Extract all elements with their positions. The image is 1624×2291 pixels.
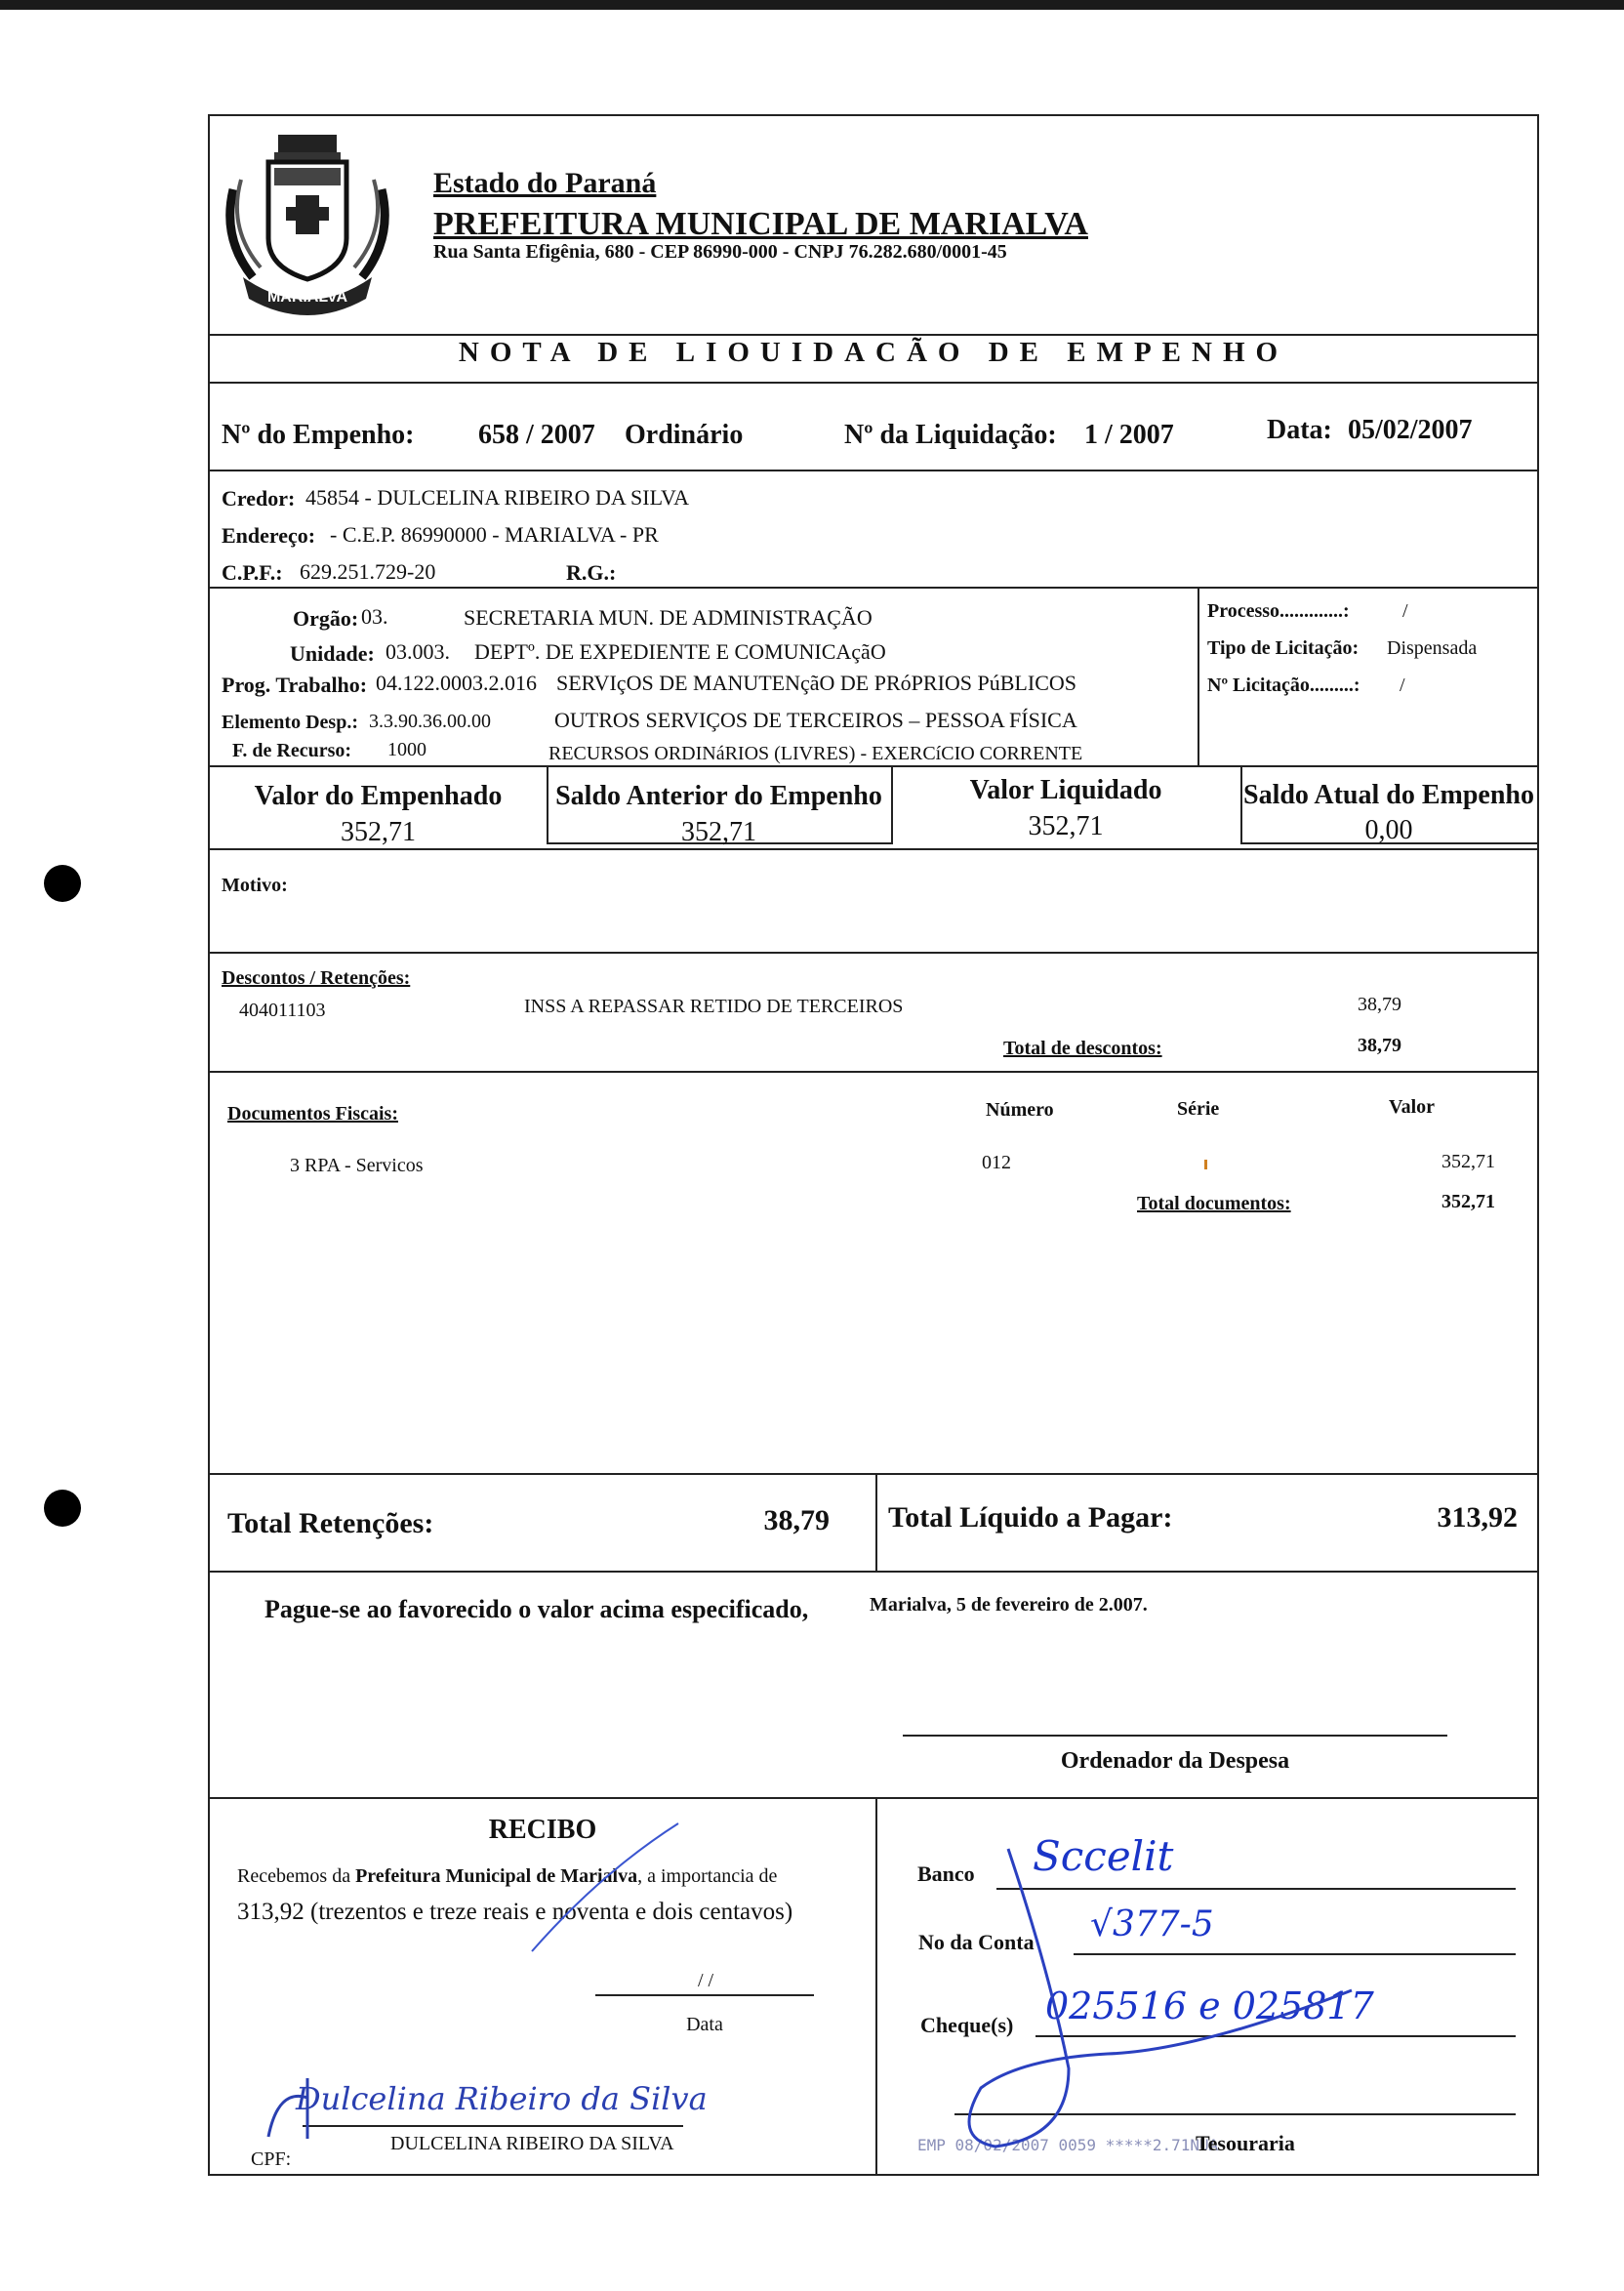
col-valor: Valor (1389, 1096, 1436, 1118)
conta-value: √377-5 (1090, 1904, 1214, 1944)
recibo-cpf-label: CPF: (251, 2148, 292, 2170)
orgao-label: Orgão: (293, 606, 359, 631)
total-retencoes-value: 38,79 (763, 1504, 830, 1536)
punch-hole (44, 1490, 81, 1527)
liquidacao-number: 1 / 2007 (1084, 420, 1174, 450)
date-value: 05/02/2007 (1348, 415, 1473, 445)
unidade-label: Unidade: (290, 641, 375, 666)
rg-label: R.G.: (566, 560, 617, 585)
recurso-label: F. de Recurso: (232, 740, 352, 761)
punch-hole (44, 865, 81, 902)
documentos-title: Documentos Fiscais: (227, 1103, 398, 1125)
scan-edge (0, 0, 1624, 10)
banco-label: Banco (917, 1861, 975, 1886)
recibo-text-line1: Recebemos da Prefeitura Municipal de Marialva, a importancia de (237, 1865, 778, 1887)
unidade-desc: DEPTº. DE EXPEDIENTE E COMUNICAçãO (474, 639, 886, 664)
prog-trabalho-desc: SERVIçOS DE MANUTENçãO DE PRóPRIOS PúBLICOS (556, 671, 1076, 695)
saldo-atual-label: Saldo Atual do Empenho (1243, 780, 1534, 810)
col-serie: Série (1177, 1098, 1220, 1120)
desconto-value: 38,79 (1358, 994, 1401, 1015)
cheque-value: 025516 e 025817 (1045, 1984, 1374, 2027)
place-date: Marialva, 5 de fevereiro de 2.007. (870, 1594, 1148, 1616)
total-liquido-label: Total Líquido a Pagar: (888, 1501, 1173, 1534)
saldo-anterior-value: 352,71 (681, 817, 756, 847)
documento-valor: 352,71 (1441, 1151, 1495, 1172)
total-documentos-label: Total documentos: (1137, 1193, 1291, 1214)
empenho-label: Nº do Empenho: (222, 420, 415, 450)
licitacao-number-label: Nº Licitação.........: (1207, 675, 1360, 696)
banco-value: Sccelit (1033, 1832, 1174, 1880)
pague-se-text: Pague-se ao favorecido o valor acima especificado, (264, 1595, 809, 1623)
tipo-licitacao-value: Dispensada (1387, 637, 1478, 659)
document-title: NOTA DE LIOUIDACÃO DE EMPENHO (458, 337, 1289, 368)
valor-empenhado-label: Valor do Empenhado (254, 781, 503, 811)
cpf-label: C.P.F.: (222, 560, 283, 585)
elemento-label: Elemento Desp.: (222, 712, 358, 733)
saldo-atual-value: 0,00 (1364, 815, 1413, 845)
empenho-number: 658 / 2007 (478, 420, 595, 450)
col-numero: Número (986, 1099, 1054, 1121)
total-liquido-value: 313,92 (1437, 1501, 1518, 1534)
saldo-anterior-label: Saldo Anterior do Empenho (555, 781, 882, 811)
motivo-label: Motivo: (222, 875, 288, 896)
tesouraria-label: Tesouraria (1196, 2131, 1295, 2155)
total-retencoes-label: Total Retenções: (227, 1507, 434, 1539)
conta-label: No da Conta (918, 1930, 1035, 1954)
svg-text:MARIALVA: MARIALVA (266, 289, 348, 306)
processo-label: Processo.............: (1207, 600, 1350, 622)
endereco-value: - C.E.P. 86990000 - MARIALVA - PR (330, 522, 659, 547)
elemento-code: 3.3.90.36.00.00 (369, 711, 491, 732)
orgao-code: 03. (361, 604, 388, 629)
recibo-data-label: Data (686, 2014, 723, 2035)
desconto-code: 404011103 (239, 1000, 326, 1021)
signer-name: DULCELINA RIBEIRO DA SILVA (390, 2133, 674, 2154)
licitacao-number-value: / (1400, 675, 1405, 696)
total-descontos-value: 38,79 (1358, 1035, 1401, 1056)
recipient-signature: Dulcelina Ribeiro da Silva (296, 2080, 708, 2117)
credor-label: Credor: (222, 486, 296, 511)
desconto-desc: INSS A REPASSAR RETIDO DE TERCEIROS (524, 996, 904, 1017)
prog-trabalho-code: 04.122.0003.2.016 (376, 671, 537, 695)
prefeitura-title: PREFEITURA MUNICIPAL DE MARIALVA (433, 206, 1088, 242)
elemento-desc: OUTROS SERVIÇOS DE TERCEIROS – PESSOA FÍSICA (554, 708, 1077, 732)
total-documentos-value: 352,71 (1441, 1191, 1495, 1212)
credor-value: 45854 - DULCELINA RIBEIRO DA SILVA (305, 485, 689, 510)
ordenador-label: Ordenador da Despesa (1060, 1748, 1290, 1774)
prefeitura-address: Rua Santa Efigênia, 680 - CEP 86990-000 - CNPJ 76.282.680/0001-45 (433, 241, 1007, 263)
bank-stamp: EMP 08/02/2007 0059 *****2.71NUA (917, 2136, 1219, 2154)
document-frame (208, 114, 1539, 2176)
unidade-code: 03.003. (386, 639, 450, 664)
valor-liquidado-label: Valor Liquidado (969, 775, 1162, 805)
recibo-text-line2: 313,92 (trezentos e treze reais e noventa e dois centavos) (237, 1899, 793, 1925)
prog-trabalho-label: Prog. Trabalho: (222, 673, 368, 697)
valor-liquidado-value: 352,71 (1028, 811, 1104, 841)
recibo-title: RECIBO (488, 1815, 597, 1845)
documento-numero: 012 (982, 1152, 1011, 1173)
recurso-code: 1000 (387, 739, 426, 760)
pen-strokes-overlay (210, 116, 1537, 2174)
recibo-date-blank: / / (697, 1970, 714, 1991)
endereco-label: Endereço: (222, 523, 316, 548)
processo-value: / (1402, 600, 1408, 622)
cpf-value: 629.251.729-20 (300, 559, 436, 584)
empenho-type: Ordinário (625, 420, 744, 450)
documento-desc: 3 RPA - Servicos (290, 1155, 424, 1176)
cheque-label: Cheque(s) (920, 2013, 1014, 2037)
state-name: Estado do Paraná (433, 167, 657, 199)
descontos-title: Descontos / Retenções: (222, 967, 411, 989)
recurso-desc: RECURSOS ORDINáRIOS (LIVRES) - EXERCíCIO CORRENTE (548, 743, 1083, 764)
date-label: Data: (1267, 415, 1332, 445)
valor-empenhado-value: 352,71 (341, 817, 416, 847)
tipo-licitacao-label: Tipo de Licitação: (1207, 637, 1360, 659)
total-descontos-label: Total de descontos: (1003, 1038, 1162, 1059)
liquidacao-label: Nº da Liquidação: (844, 420, 1057, 450)
orgao-desc: SECRETARIA MUN. DE ADMINISTRAÇÃO (464, 605, 873, 630)
